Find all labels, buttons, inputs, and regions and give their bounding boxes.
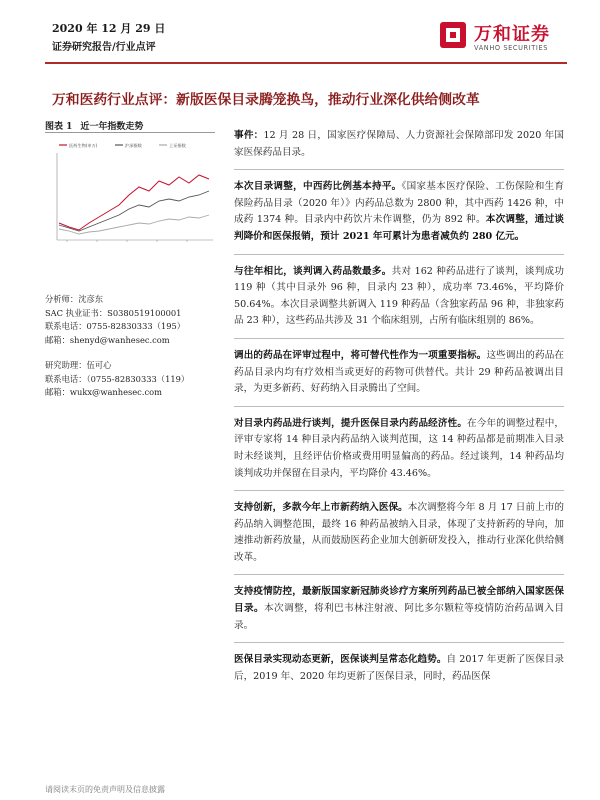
analyst-row (45, 293, 220, 307)
section-divider (234, 254, 564, 255)
analyst-email[interactable]: shenyd@wanhesec.com (69, 334, 170, 345)
sac-number: S0380519100001 (107, 307, 182, 318)
index-trend-svg (45, 135, 217, 265)
logo-icon (438, 20, 468, 50)
series-line-2 (59, 191, 209, 231)
phone-label: 联系电话： (45, 373, 87, 384)
paragraph-ratio: 本次目录调整，中西药比例基本持平。《国家基本医疗保险、工伤保险和生育保险药品目录（2020 年）》内药品总数为 2800 种，其中西药 1426 种，中成药 1374 种。目录内中药饮片未作调整，仍为 892 种。本次调整，通过谈判降价和医保报销，预计 2021 年可累计为患者减负约 280 亿元。 (234, 181, 565, 242)
logo-name: 万和证券 (474, 24, 550, 45)
assistant-email[interactable]: wukx@wanhesec.com (69, 387, 162, 397)
header-divider (45, 62, 567, 64)
index-trend-chart (45, 135, 217, 265)
email-label: 邮箱： (45, 334, 70, 345)
report-date: 2020 年 12 月 29 日 (52, 22, 166, 35)
email-label: 邮箱： (45, 387, 70, 397)
paragraph-dynamic: 医保目录实现动态更新，医保谈判呈常态化趋势。自 2017 年更新了医保目录后，2019 年、2020 年均更新了医保目录，同时，药品医保 (234, 654, 565, 682)
phone-label: 联系电话： (45, 321, 87, 331)
analyst-info (45, 293, 220, 400)
assistant-label: 研究助理： (45, 360, 87, 370)
paragraph-in-list: 对目录内药品进行谈判，提升医保目录内药品经济性。在今年的调整过程中，评审专家将 14 种目录内药品纳入谈判范围，这 14 种药品都是前期准入目录时未经谈判，且经评估价格或费用明显偏高的药品。经过谈判，14 种药品均谈判成功并保留在目录内，平均降价 43.46%。 (234, 417, 565, 479)
figure-number: 图表 1 (45, 122, 73, 132)
analyst-phone-row (45, 320, 220, 334)
assistant-phone-row (45, 373, 220, 387)
analyst-label: 分析师： (45, 294, 79, 304)
paragraph-negotiation: 与往年相比，谈判调入药品数最多。共对 162 种药品进行了谈判，谈判成功 119 种（其中目录外 96 种，目录内 23 种），成功率 73.46%，平均降价 50.64%。本次目录调整共新调入 119 种药品（含独家药品 96 种，非独家药品 23 种），这些药品共涉及 31 个临床组别，占所有临床组别的 86%。 (234, 265, 564, 327)
section-divider (234, 169, 564, 170)
legend-series-1: 医药生物(申万) (69, 143, 98, 148)
figure-divider (45, 132, 215, 133)
series-line-1 (59, 175, 209, 230)
assistant-row (45, 359, 220, 373)
section-divider (234, 490, 564, 491)
figure-title: 近一年指数走势 (80, 122, 144, 132)
series-line-3 (59, 215, 209, 234)
paragraph-innovation: 支持创新，多款今年上市新药纳入医保。本次调整将今年 8 月 17 日前上市的药品纳入调整范围，最终 16 种药品被纳入目录，体现了支持新药的导向，加速推动新药放量，从而鼓励医药企业加大创新研发投入，推动行业深化供给侧改革。 (234, 502, 565, 563)
analyst-phone: 0755-82830333（195） (86, 321, 186, 331)
section-divider (234, 642, 564, 643)
chart-legend (59, 142, 187, 149)
analyst-email-row (45, 334, 220, 348)
section-divider (234, 574, 564, 575)
figure-caption (45, 119, 143, 132)
legend-series-2: 沪深指数 (125, 143, 142, 148)
report-title: 万和医药行业点评：新版医保目录腾笼换鸟，推动行业深化供给侧改革 (52, 92, 480, 108)
logo-english: VANHO SECURITIES (474, 44, 549, 52)
report-body (234, 128, 564, 685)
assistant-email-row (45, 386, 220, 400)
assistant-phone: （0755-82830333（119） (86, 373, 190, 384)
paragraph-epidemic: 支持疫情防控，最新版国家新冠肺炎诊疗方案所列药品已被全部纳入国家医保目录。本次调整，将利巴韦林注射液、阿比多尔颗粒等疫情防治药品调入目录。 (234, 586, 565, 631)
legend-series-3: 上证指数 (169, 143, 186, 148)
paragraph-removed: 调出的药品在评审过程中，将可替代性作为一项重要指标。这些调出的药品在药品目录内均有疗效相当或更好的药物可供替代。共计 29 种药品被调出目录，为更多新药、好药纳入目录腾出了空间。 (234, 349, 565, 395)
paragraph-event: 事件：12 月 28 日，国家医疗保障局、人力资源社会保障部印发 2020 年国家医保药品目录。 (234, 130, 565, 158)
sac-row (45, 307, 220, 321)
footer-disclaimer: 请阅读末页的免责声明及信息披露 (45, 785, 165, 794)
assistant-name: 伍可心 (86, 360, 112, 370)
section-divider (234, 338, 564, 339)
sac-label: SAC 执业证书： (45, 307, 108, 318)
section-divider (234, 406, 564, 407)
report-type: 证券研究报告/行业点评 (52, 42, 156, 53)
analyst-name: 沈彦东 (78, 294, 104, 304)
company-logo (438, 20, 568, 60)
